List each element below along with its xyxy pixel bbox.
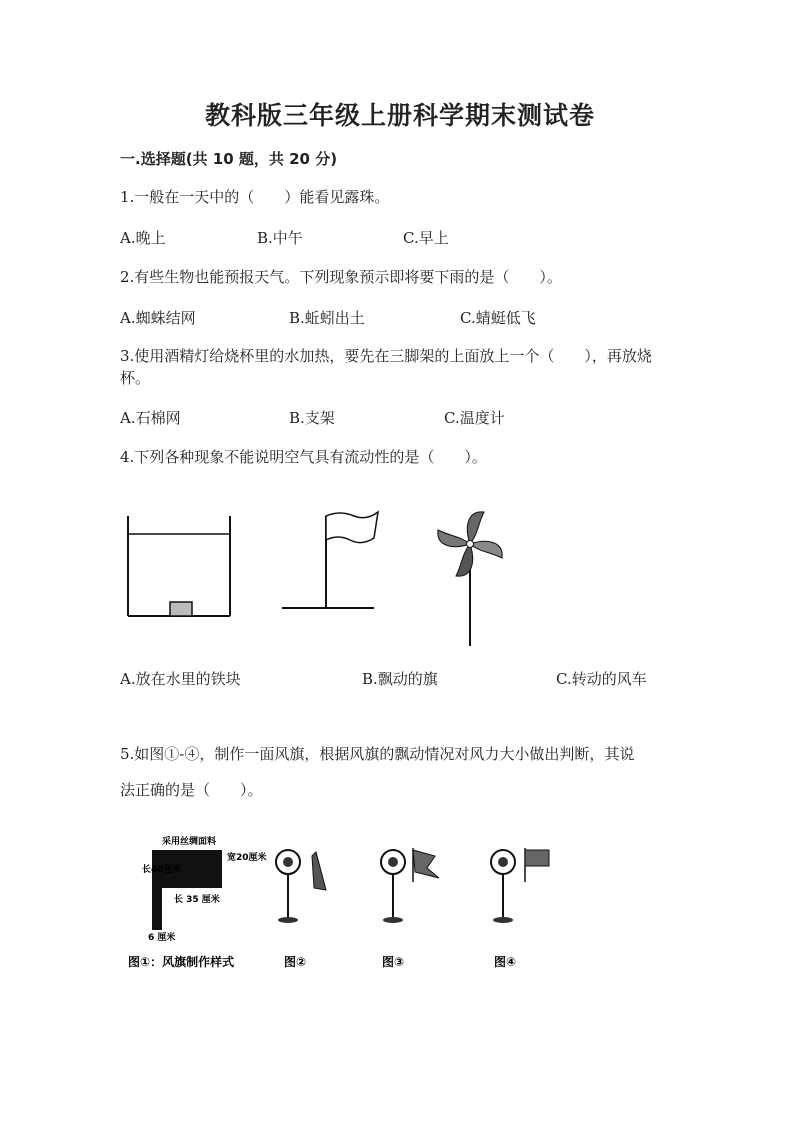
q3-option-b[interactable]: B.支架 bbox=[289, 409, 335, 427]
q2-option-b[interactable]: B.蚯蚓出土 bbox=[289, 309, 365, 327]
water-tank-with-block-image bbox=[128, 516, 230, 616]
pole-label: 6 厘米 bbox=[148, 933, 176, 943]
flag-pattern-diagram bbox=[142, 835, 267, 943]
q4-option-b[interactable]: B.飘动的旗 bbox=[362, 670, 438, 688]
question-2: 2.有些生物也能预报天气。下列现象预示即将要下雨的是（ ）。 bbox=[120, 268, 562, 286]
q1-option-c[interactable]: C.早上 bbox=[403, 229, 449, 247]
question-4: 4.下列各种现象不能说明空气具有流动性的是（ ）。 bbox=[120, 448, 487, 466]
caption-figure-4: 图④ bbox=[494, 955, 517, 969]
q4-option-a[interactable]: A.放在水里的铁块 bbox=[120, 670, 241, 688]
caption-figure-3: 图③ bbox=[382, 955, 405, 969]
caption-figure-2: 图② bbox=[284, 955, 307, 969]
q1-option-b[interactable]: B.中午 bbox=[257, 229, 303, 247]
q3-option-c[interactable]: C.温度计 bbox=[444, 409, 505, 427]
length-label: 长40厘米 bbox=[142, 865, 182, 875]
question-5-line-1: 5.如图①-④，制作一面风旗，根据风旗的飘动情况对风力大小做出判断，其说 bbox=[120, 745, 635, 763]
q2-option-a[interactable]: A.蜘蛛结网 bbox=[120, 309, 196, 327]
flag-image bbox=[282, 512, 378, 608]
fan-flag-3-image bbox=[381, 848, 439, 923]
caption-figure-1: 图①：风旗制作样式 bbox=[128, 955, 235, 969]
question-3: 3.使用酒精灯给烧杯里的水加热，要先在三脚架的上面放上一个（ ），再放烧杯。 bbox=[120, 347, 652, 387]
fan-flag-4-image bbox=[491, 848, 549, 923]
section-heading: 一.选择题(共 10 题，共 20 分) bbox=[120, 150, 338, 168]
question-1: 1.一般在一天中的（ ）能看见露珠。 bbox=[120, 188, 390, 206]
page-title: 教科版三年级上册科学期末测试卷 bbox=[204, 101, 595, 130]
q5-figures bbox=[118, 830, 578, 980]
width-label: 宽20厘米 bbox=[227, 853, 267, 863]
material-label: 采用丝绸面料 bbox=[162, 837, 217, 847]
length35-label: 长 35 厘米 bbox=[174, 895, 220, 905]
fan-flag-2-image bbox=[276, 850, 326, 923]
q1-option-a[interactable]: A.晚上 bbox=[120, 229, 166, 247]
question-5-line-2: 法正确的是（ ）。 bbox=[120, 781, 263, 799]
q3-option-a[interactable]: A.石棉网 bbox=[120, 409, 181, 427]
q4-option-c[interactable]: C.转动的风车 bbox=[556, 670, 647, 688]
q2-option-c[interactable]: C.蜻蜓低飞 bbox=[460, 309, 536, 327]
pinwheel-image bbox=[438, 512, 502, 646]
q4-figures bbox=[118, 506, 688, 646]
